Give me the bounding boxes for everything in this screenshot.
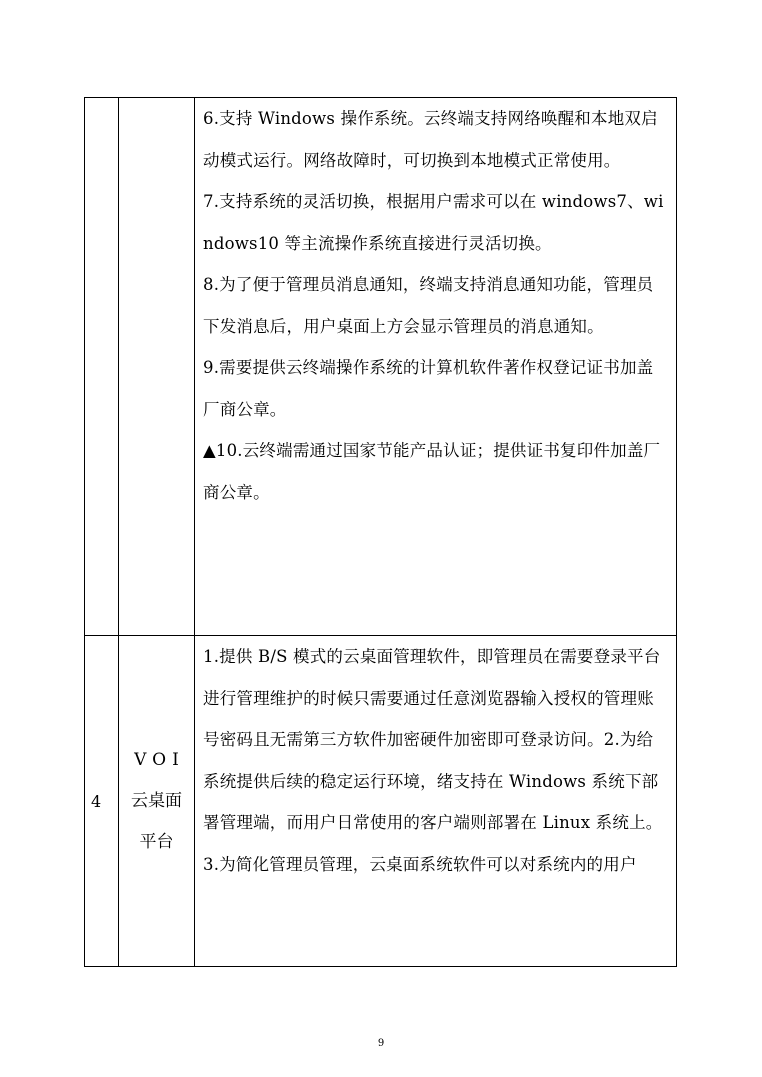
requirement-cell <box>195 636 677 967</box>
requirement-paragraph: 9.需要提供云终端操作系统的计算机软件著作权登记证书加盖厂商公章。 <box>203 358 654 419</box>
spec-table <box>84 97 677 967</box>
item-number-cell <box>85 98 119 636</box>
item-name-line: 平台 <box>139 831 174 852</box>
table-row <box>85 98 677 636</box>
requirement-paragraph: 1.提供 B/S 模式的云桌面管理软件，即管理员在需要登录平台进行管理维护的时候只需要通过任意浏览器输入授权的管理账号密码且无需第三方软件加密硬件加密即可登录访问。2.为给系统提供后续的稳定运行环境，绪支持在 Windows 系统下部署管理端，而用户日常使用的客户端则部署在 Linux 系统上。 <box>203 647 663 832</box>
table-row <box>85 636 677 967</box>
requirement-cell <box>195 98 677 636</box>
page-number: 9 <box>377 1038 385 1049</box>
item-name-line: VOI <box>134 749 185 770</box>
item-name-cell <box>119 636 195 967</box>
requirement-paragraph: 3.为简化管理员管理，云桌面系统软件可以对系统内的用户 <box>203 854 637 874</box>
requirement-paragraph: 7.支持系统的灵活切换，根据用户需求可以在 windows7、windows10 等主流操作系统直接进行灵活切换。 <box>203 192 664 253</box>
item-name-line: 云桌面 <box>131 790 182 811</box>
requirement-paragraph: 6.支持 Windows 操作系统。云终端支持网络唤醒和本地双启动模式运行。网络故障时，可切换到本地模式正常使用。 <box>203 109 658 170</box>
item-number-cell: 4 <box>85 636 119 967</box>
item-name-cell <box>119 98 195 636</box>
requirement-paragraph: ▲10.云终端需通过国家节能产品认证；提供证书复印件加盖厂商公章。 <box>203 441 661 502</box>
requirement-paragraph: 8.为了便于管理员消息通知，终端支持消息通知功能，管理员下发消息后，用户桌面上方会显示管理员的消息通知。 <box>203 275 654 336</box>
